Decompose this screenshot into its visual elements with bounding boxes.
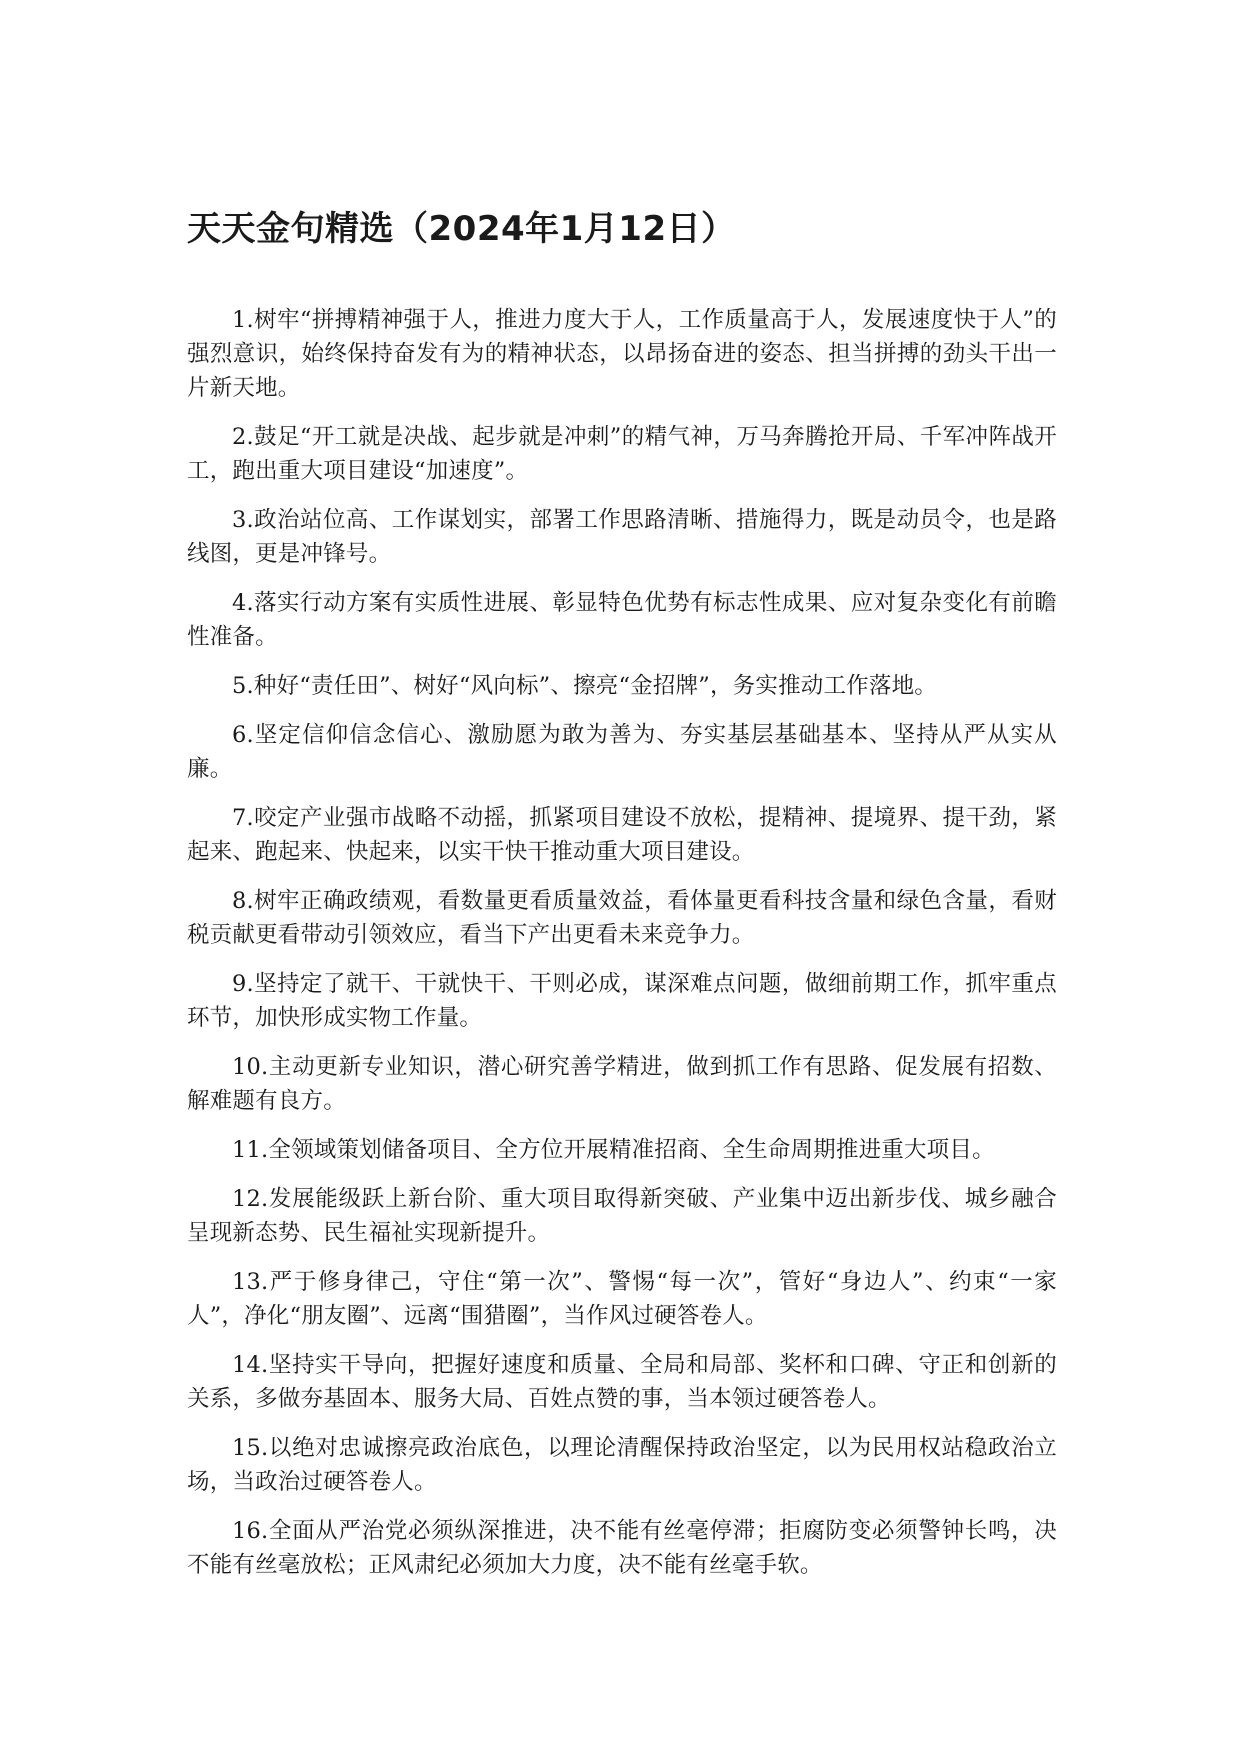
quote-item-15: 15.以绝对忠诚擦亮政治底色，以理论清醒保持政治坚定，以为民用权站稳政治立场，当政治过硬答卷人。 bbox=[187, 1435, 1057, 1495]
quote-item-6: 6.坚定信仰信念信心、激励愿为敢为善为、夯实基层基础基本、坚持从严从实从廉。 bbox=[187, 722, 1057, 782]
quote-item-8: 8.树牢正确政绩观，看数量更看质量效益，看体量更看科技含量和绿色含量，看财税贡献更看带动引领效应，看当下产出更看未来竞争力。 bbox=[187, 888, 1057, 948]
quote-item-12: 12.发展能级跃上新台阶、重大项目取得新突破、产业集中迈出新步伐、城乡融合呈现新态势、民生福祉实现新提升。 bbox=[187, 1186, 1057, 1246]
quote-item-13: 13.严于修身律己，守住“第一次”、警惕“每一次”，管好“身边人”、约束“一家人”，净化“朋友圈”、远离“围猎圈”，当作风过硬答卷人。 bbox=[187, 1269, 1057, 1329]
quote-item-10: 10.主动更新专业知识，潜心研究善学精进，做到抓工作有思路、促发展有招数、解难题有良方。 bbox=[187, 1054, 1057, 1114]
quote-item-4: 4.落实行动方案有实质性进展、彰显特色优势有标志性成果、应对复杂变化有前瞻性准备。 bbox=[187, 590, 1057, 650]
quote-item-2: 2.鼓足“开工就是决战、起步就是冲刺”的精气神，万马奔腾抢开局、千军冲阵战开工，跑出重大项目建设“加速度”。 bbox=[187, 424, 1057, 484]
quote-item-9: 9.坚持定了就干、干就快干、干则必成，谋深难点问题，做细前期工作，抓牢重点环节，加快形成实物工作量。 bbox=[187, 971, 1057, 1031]
quote-item-1: 1.树牢“拼搏精神强于人，推进力度大于人，工作质量高于人，发展速度快于人”的强烈意识，始终保持奋发有为的精神状态，以昂扬奋进的姿态、担当拼搏的劲头干出一片新天地。 bbox=[187, 307, 1057, 401]
quote-item-11: 11.全领域策划储备项目、全方位开展精准招商、全生命周期推进重大项目。 bbox=[232, 1137, 995, 1163]
quote-item-16: 16.全面从严治党必须纵深推进，决不能有丝毫停滞；拒腐防变必须警钟长鸣，决不能有丝毫放松；正风肃纪必须加大力度，决不能有丝毫手软。 bbox=[187, 1518, 1057, 1578]
quote-item-14: 14.坚持实干导向，把握好速度和质量、全局和局部、奖杯和口碑、守正和创新的关系，多做夯基固本、服务大局、百姓点赞的事，当本领过硬答卷人。 bbox=[187, 1352, 1057, 1412]
quote-item-5: 5.种好“责任田”、树好“风向标”、擦亮“金招牌”，务实推动工作落地。 bbox=[232, 673, 937, 699]
quote-item-7: 7.咬定产业强市战略不动摇，抓紧项目建设不放松，提精神、提境界、提干劲，紧起来、跑起来、快起来，以实干快干推动重大项目建设。 bbox=[187, 805, 1057, 865]
quote-item-3: 3.政治站位高、工作谋划实，部署工作思路清晰、措施得力，既是动员令，也是路线图，更是冲锋号。 bbox=[187, 507, 1057, 567]
quote-list bbox=[187, 303, 1057, 1597]
page-title: 天天金句精选（2024年1月12日） bbox=[187, 209, 736, 249]
